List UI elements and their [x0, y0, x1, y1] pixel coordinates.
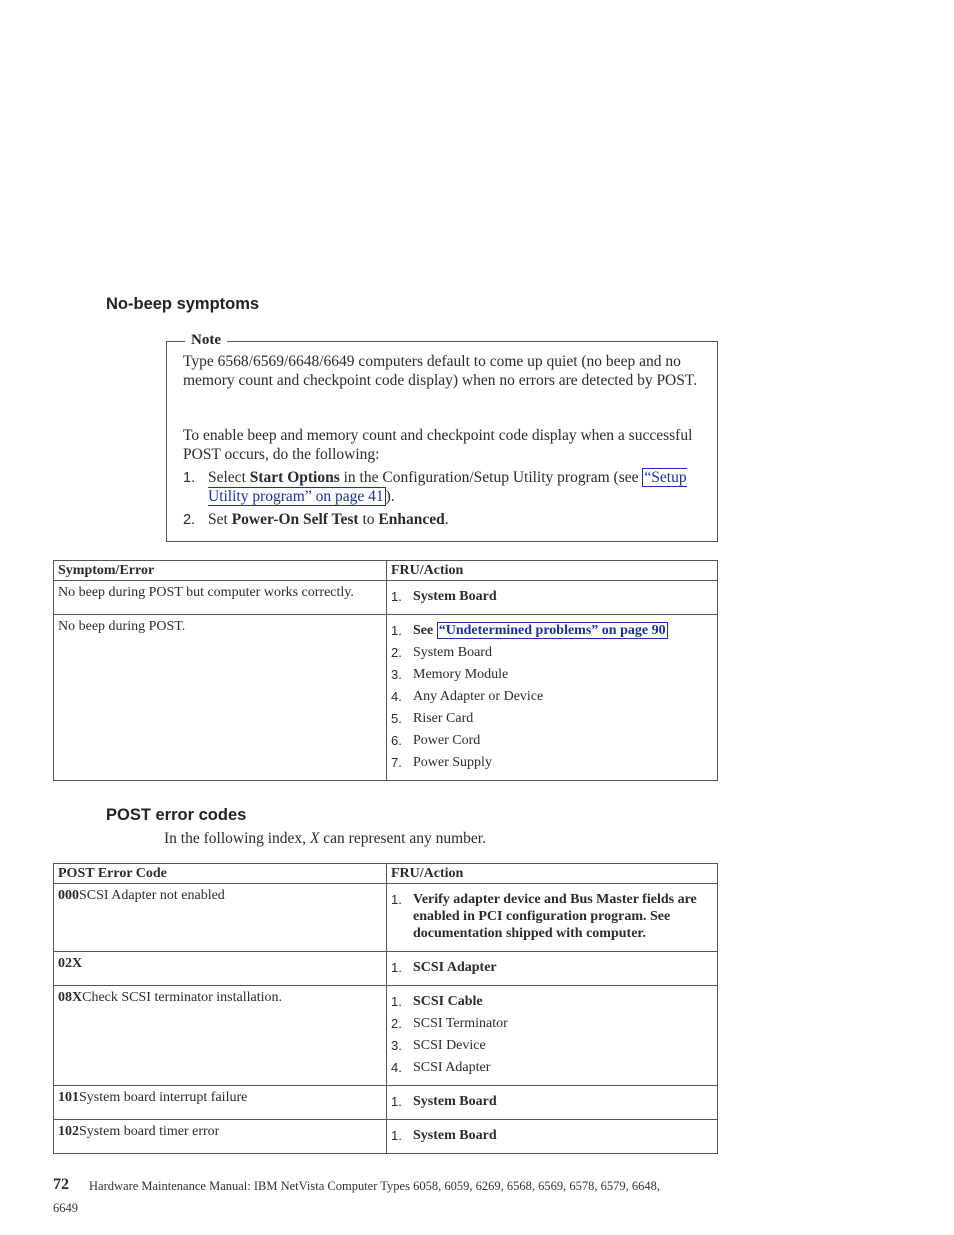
action-cell: [387, 884, 718, 952]
action-list: [391, 1093, 713, 1110]
action-list: [391, 959, 713, 976]
intro-variable: X: [309, 830, 320, 847]
item-text: Power Cord: [413, 733, 481, 748]
error-code: 101: [58, 1090, 79, 1105]
note-title: Note: [185, 332, 227, 349]
action-list: [391, 622, 713, 771]
item-number: 1.: [391, 1128, 402, 1143]
item-text: Verify adapter device and Bus Master fields are enabled in PCI configuration program. See documentation shipped with computer.: [413, 892, 697, 941]
step-text: ).: [385, 487, 395, 505]
item-number: 4.: [391, 689, 402, 704]
item-text: Memory Module: [413, 667, 509, 682]
item-number: 2.: [391, 645, 402, 660]
error-code: 02X: [58, 956, 83, 971]
table-row: [54, 986, 718, 1086]
list-item: [391, 959, 713, 976]
item-number: 7.: [391, 755, 402, 770]
item-number: 6.: [391, 733, 402, 748]
intro-text-part: In the following index,: [164, 830, 310, 847]
error-description: System board timer error: [79, 1124, 220, 1139]
table-header-row: [54, 864, 718, 884]
item-number: 1.: [391, 623, 402, 638]
note-step-1: [183, 469, 703, 509]
table-row: [54, 615, 718, 781]
error-description: System board interrupt failure: [79, 1090, 248, 1105]
table-row: [54, 1086, 718, 1120]
footer-text-continued: 6649: [53, 1201, 78, 1215]
step-bold-text: Start Options: [249, 469, 340, 486]
item-number: 2.: [391, 1016, 402, 1031]
list-item: [391, 754, 713, 771]
step-text: to: [358, 511, 379, 528]
column-header: POST Error Code: [54, 864, 387, 884]
action-list: [391, 588, 713, 605]
item-text: SCSI Terminator: [413, 1016, 508, 1031]
list-item: [391, 891, 713, 942]
item-text: Any Adapter or Device: [413, 689, 544, 704]
error-code-cell: [54, 884, 387, 952]
table-row: [54, 581, 718, 615]
list-item: [391, 1059, 713, 1076]
list-item: [391, 1037, 713, 1054]
symptom-cell: No beep during POST but computer works correctly.: [54, 581, 387, 615]
action-list: [391, 993, 713, 1076]
action-cell: [387, 986, 718, 1086]
item-number: 4.: [391, 1060, 402, 1075]
footer-text: Hardware Maintenance Manual: IBM NetVista Computer Types 6058, 6059, 6269, 6568, 6569, 6578, 6579, 6648,: [89, 1179, 660, 1193]
post-error-codes-table: [53, 863, 718, 1154]
list-item: [391, 993, 713, 1010]
list-item: [391, 1093, 713, 1110]
action-cell: [387, 581, 718, 615]
error-code-cell: [54, 952, 387, 986]
undetermined-problems-link[interactable]: “Undetermined problems” on page 90: [438, 623, 666, 638]
symptom-cell: No beep during POST.: [54, 615, 387, 781]
error-code: 08X: [58, 990, 83, 1005]
step-number: 1.: [183, 470, 196, 486]
item-text: SCSI Adapter: [413, 1060, 491, 1075]
setup-utility-link[interactable]: “Setup Utility program” on page 41: [208, 469, 687, 505]
column-header: FRU/Action: [387, 864, 718, 884]
error-code: 000: [58, 888, 79, 903]
error-description: SCSI Adapter not enabled: [79, 888, 225, 903]
item-text: SCSI Cable: [413, 994, 483, 1009]
item-text: System Board: [413, 645, 492, 660]
item-text: See: [413, 623, 437, 638]
list-item: [391, 644, 713, 661]
list-item: [391, 1127, 713, 1144]
item-number: 1.: [391, 994, 402, 1009]
item-text: SCSI Adapter: [413, 960, 497, 975]
section-title-no-beep: No-beep symptoms: [106, 295, 260, 313]
item-number: 1.: [391, 1094, 402, 1109]
action-cell: [387, 615, 718, 781]
error-code-cell: [54, 986, 387, 1086]
item-number: 5.: [391, 711, 402, 726]
action-cell: [387, 1086, 718, 1120]
step-text: in the Configuration/Setup Utility program (see: [339, 469, 643, 486]
page-number: 72: [53, 1176, 69, 1193]
action-list: [391, 891, 713, 942]
item-text: System Board: [413, 589, 497, 604]
item-number: 3.: [391, 1038, 402, 1053]
error-description: Check SCSI terminator installation.: [82, 990, 282, 1005]
item-number: 3.: [391, 667, 402, 682]
item-text: System Board: [413, 1094, 497, 1109]
column-header: FRU/Action: [387, 561, 718, 581]
list-item: [391, 688, 713, 705]
list-item: [391, 666, 713, 683]
action-list: [391, 1127, 713, 1144]
no-beep-table: [53, 560, 718, 781]
column-header: Symptom/Error: [54, 561, 387, 581]
table-header-row: [54, 561, 718, 581]
section-title-post-error-codes: POST error codes: [106, 806, 247, 824]
error-code-cell: [54, 1086, 387, 1120]
step-text: .: [444, 511, 449, 528]
item-text: SCSI Device: [413, 1038, 486, 1053]
list-item: [391, 710, 713, 727]
step-number: 2.: [183, 512, 196, 528]
error-code: 102: [58, 1124, 79, 1139]
item-text: Riser Card: [413, 711, 474, 726]
list-item: [391, 588, 713, 605]
error-code-cell: [54, 1120, 387, 1154]
table-row: [54, 1120, 718, 1154]
list-item: [391, 1015, 713, 1032]
note-paragraph-1: Type 6568/6569/6648/6649 computers default to come up quiet (no beep and no memory count and checkpoint code display) when no errors are detected by POST.: [183, 353, 698, 389]
intro-text-part: can represent any number.: [319, 830, 486, 847]
action-cell: [387, 1120, 718, 1154]
step-text: Set: [208, 511, 232, 528]
item-text: System Board: [413, 1128, 497, 1143]
step-bold-text: Enhanced: [378, 511, 445, 528]
list-item: [391, 622, 713, 639]
note-paragraph-2: To enable beep and memory count and checkpoint code display when a successful POST occurs, do the following:: [183, 427, 693, 463]
list-item: [391, 732, 713, 749]
action-cell: [387, 952, 718, 986]
table-row: [54, 952, 718, 986]
intro-text: [164, 830, 486, 848]
item-number: 1.: [391, 960, 402, 975]
item-number: 1.: [391, 589, 402, 604]
item-text: Power Supply: [413, 755, 492, 770]
table-row: [54, 884, 718, 952]
item-number: 1.: [391, 892, 402, 907]
step-bold-text: Power-On Self Test: [231, 511, 359, 528]
step-text: Select: [208, 469, 250, 486]
